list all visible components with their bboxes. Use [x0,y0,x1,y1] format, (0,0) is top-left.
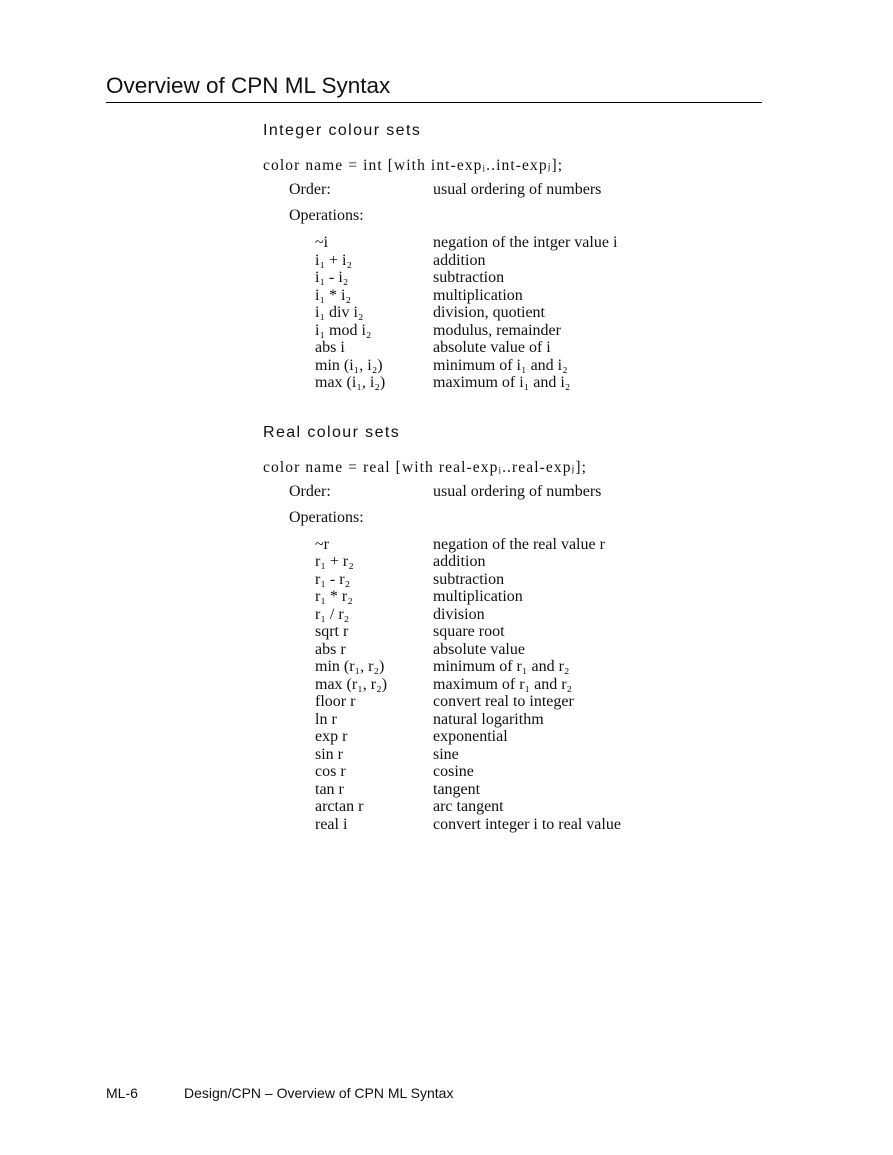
operation-expression: r₁ / r₂ [315,605,350,623]
operation-description: addition [433,553,486,570]
section-heading-integer: Integer colour sets [263,122,422,139]
operation-row [263,781,763,799]
operation-expression: abs r [315,640,346,658]
order-label: Order: [289,181,331,198]
operation-row [263,623,763,641]
page-number: ML-6 [106,1085,138,1101]
operation-row [263,763,763,781]
operation-expression: r₁ * r₂ [315,588,353,605]
operation-expression: r₁ - r₂ [315,570,351,588]
operation-row [263,252,763,270]
operation-row [263,658,763,676]
operation-row [263,641,763,659]
operation-description: tangent [433,780,481,798]
operation-row [263,322,763,340]
operation-row [263,816,763,834]
operations-label: Operations: [289,508,364,526]
operation-description: absolute value [433,640,525,658]
operation-row [263,606,763,624]
operation-description: exponential [433,728,508,745]
operation-description: negation of the intger value i [433,234,618,251]
operation-expression: min (i₁, i₂) [315,356,383,374]
operation-description: arc tangent [433,798,504,815]
integer-section [263,120,763,392]
operation-description: sine [433,745,459,763]
operation-row [263,728,763,746]
integer-operations-list [263,234,763,392]
operation-description: modulus, remainder [433,321,561,339]
real-syntax: color name = real [with real-expᵢ..real-expⱼ]; [263,458,588,476]
section-heading-real: Real colour sets [263,423,401,441]
operation-row [263,536,763,554]
footer-text: Design/CPN – Overview of CPN ML Syntax [184,1085,454,1101]
operation-row [263,234,763,252]
operation-expression: max (i₁, i₂) [315,374,386,391]
operation-description: division, quotient [433,304,545,321]
operation-expression: real i [315,815,348,833]
operation-row [263,357,763,375]
operation-description: multiplication [433,286,523,304]
operation-expression: cos r [315,763,346,780]
real-order-row [263,482,763,508]
operation-row [263,676,763,694]
operation-row [263,339,763,357]
operation-expression: arctan r [315,798,364,815]
operation-description: negation of the real value r [433,535,605,553]
operation-description: minimum of i₁ and i₂ [433,356,568,374]
operation-description: subtraction [433,269,505,286]
operation-expression: i₁ - i₂ [315,269,349,286]
real-operations-list [263,536,763,834]
operation-expression: abs i [315,339,345,356]
operation-description: absolute value of i [433,339,551,356]
operation-row [263,746,763,764]
operation-row [263,711,763,729]
operation-expression: floor r [315,693,356,710]
operation-description: multiplication [433,588,523,605]
page-title: Overview of CPN ML Syntax [106,73,391,98]
operation-description: minimum of r₁ and r₂ [433,658,570,675]
operation-row [263,588,763,606]
operation-row [263,798,763,816]
operation-row [263,571,763,589]
operation-expression: sin r [315,745,343,763]
operation-expression: max (r₁, r₂) [315,675,388,693]
operation-description: maximum of r₁ and r₂ [433,675,573,693]
order-value: usual ordering of numbers [433,482,602,500]
operations-label: Operations: [289,207,364,224]
operation-row [263,553,763,571]
operation-description: maximum of i₁ and i₂ [433,374,571,391]
operation-row [263,304,763,322]
integer-operations-row [263,206,763,232]
operation-description: subtraction [433,570,505,588]
operation-expression: i₁ div i₂ [315,304,364,321]
operation-expression: exp r [315,728,348,745]
operation-row [263,269,763,287]
integer-order-row [263,180,763,206]
operation-expression: ~r [315,535,329,553]
order-label: Order: [289,482,331,500]
page-header [106,72,762,103]
operation-expression: i₁ + i₂ [315,251,353,269]
operation-row [263,374,763,392]
operation-expression: i₁ mod i₂ [315,321,372,339]
operation-description: division [433,605,485,623]
operation-row [263,287,763,305]
operation-description: natural logarithm [433,710,544,728]
operation-expression: i₁ * i₂ [315,286,352,304]
operation-expression: ln r [315,710,337,728]
operation-description: convert integer i to real value [433,815,621,833]
operation-description: convert real to integer [433,693,574,710]
operation-expression: tan r [315,780,344,798]
operation-description: cosine [433,763,474,780]
operation-description: addition [433,251,486,269]
operation-description: square root [433,623,505,640]
real-operations-row [263,508,763,534]
document-body [263,120,763,833]
operation-expression: r₁ + r₂ [315,553,354,570]
real-section [263,422,763,834]
operation-row [263,693,763,711]
integer-syntax: color name = int [with int-expᵢ..int-expⱼ]; [263,157,564,174]
operation-expression: ~i [315,234,329,251]
operation-expression: sqrt r [315,623,349,640]
operation-expression: min (r₁, r₂) [315,658,385,675]
order-value: usual ordering of numbers [433,181,602,198]
